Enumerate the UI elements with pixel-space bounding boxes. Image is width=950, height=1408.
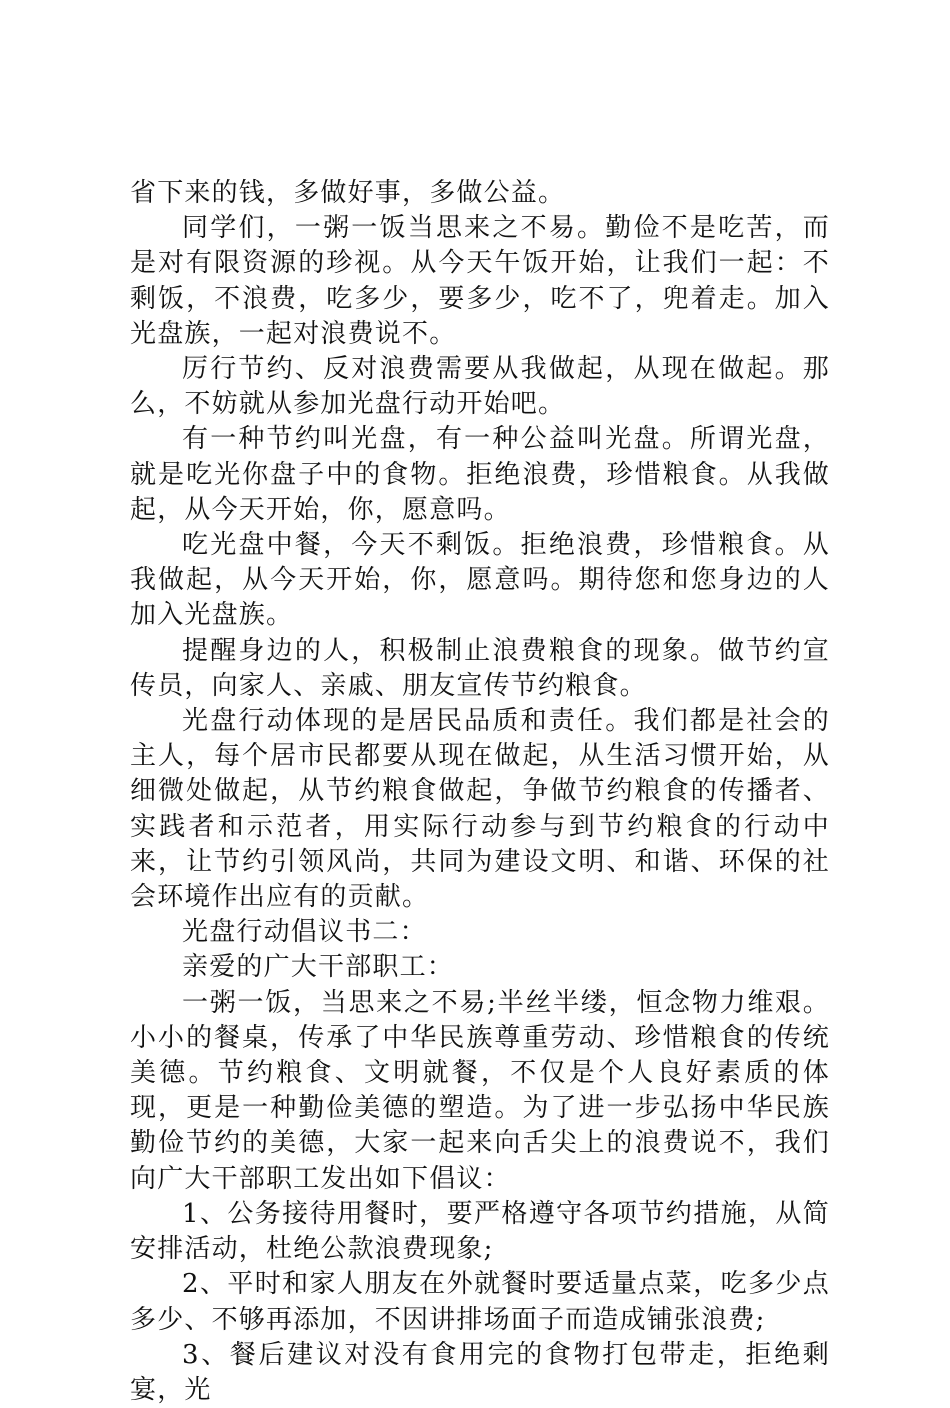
paragraph: 一粥一饭，当思来之不易;半丝半缕，恒念物力维艰。小小的餐桌，传承了中华民族尊重劳动、珍惜粮食的传统美德。节约粮食、文明就餐，不仅是个人良好素质的体现，更是一种勤俭美德的塑造。为了进一步弘扬中华民族勤俭节约的美德，大家一起来向舌尖上的浪费说不，我们向广大干部职工发出如下倡议：	[130, 987, 830, 1194]
paragraph: 光盘行动体现的是居民品质和责任。我们都是社会的主人，每个居市民都要从现在做起，从生活习惯开始，从细微处做起，从节约粮食做起，争做节约粮食的传播者、实践者和示范者，用实际行动参与到节约粮食的行动中来，让节约引领风尚，共同为建设文明、和谐、环保的社会环境作出应有的贡献。	[130, 706, 830, 913]
list-item: 2、平时和家人朋友在外就餐时要适量点菜，吃多少点多少、不够再添加，不因讲排场面子而造成铺张浪费;	[130, 1269, 830, 1335]
paragraph: 厉行节约、反对浪费需要从我做起，从现在做起。那么，不妨就从参加光盘行动开始吧。	[130, 354, 830, 420]
section-heading: 光盘行动倡议书二：	[182, 917, 427, 948]
paragraph: 提醒身边的人，积极制止浪费粮食的现象。做节约宣传员，向家人、亲戚、朋友宣传节约粮食。	[130, 635, 830, 701]
salutation: 亲爱的广大干部职工：	[182, 952, 455, 983]
paragraph: 吃光盘中餐，今天不剩饭。拒绝浪费，珍惜粮食。从我做起，从今天开始，你，愿意吗。期待您和您身边的人加入光盘族。	[130, 530, 830, 631]
paragraph: 同学们，一粥一饭当思来之不易。勤俭不是吃苦，而是对有限资源的珍视。从今天午饭开始，让我们一起：不剩饭，不浪费，吃多少，要多少，吃不了，兜着走。加入光盘族，一起对浪费说不。	[130, 213, 830, 349]
list-item: 1、公务接待用餐时，要严格遵守各项节约措施，从简安排活动，杜绝公款浪费现象;	[130, 1198, 830, 1265]
paragraph: 有一种节约叫光盘，有一种公益叫光盘。所谓光盘，就是吃光你盘子中的食物。拒绝浪费，珍惜粮食。从我做起，从今天开始，你，愿意吗。	[130, 424, 830, 525]
document-body	[130, 176, 830, 1408]
list-item: 3、餐后建议对没有食用完的食物打包带走，拒绝剩宴，光	[130, 1339, 830, 1405]
paragraph: 省下来的钱，多做好事，多做公益。	[130, 178, 566, 208]
